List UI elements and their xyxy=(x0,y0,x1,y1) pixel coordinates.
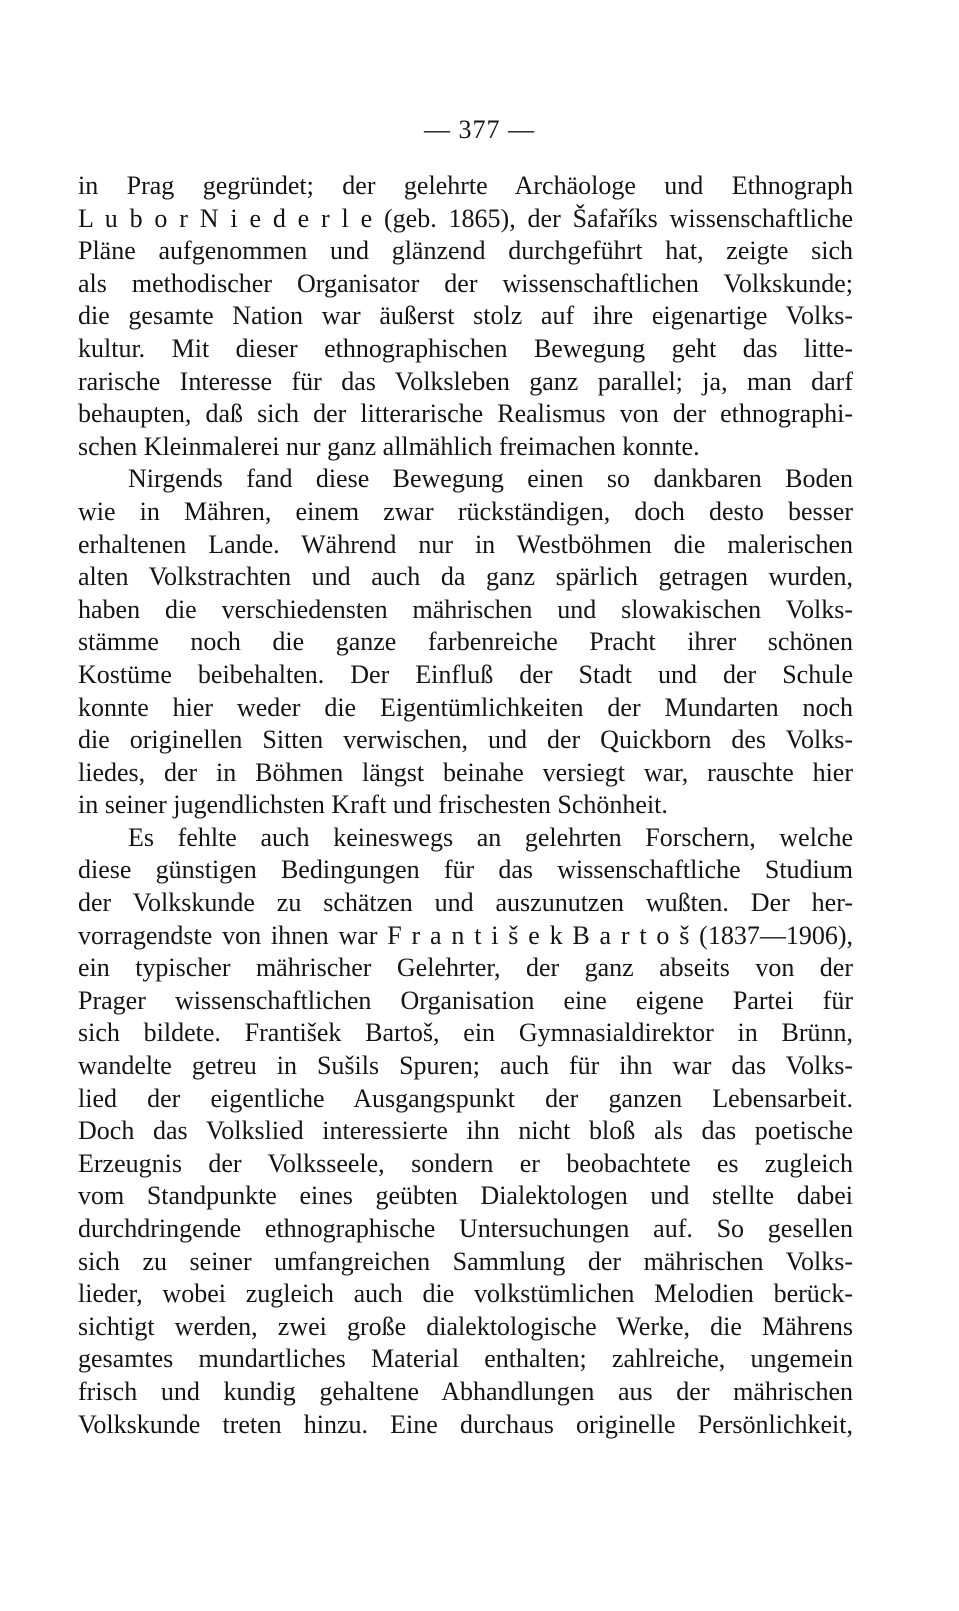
text-line: wandelte getreu in Sušils Spuren; auch für ihn war das Volks- xyxy=(78,1051,853,1081)
text-line: schen Kleinmalerei nur ganz allmählich freimachen konnte. xyxy=(78,431,700,461)
text-line: erhaltenen Lande. Während nur in Westböhmen die malerischen xyxy=(78,529,853,559)
text-line: in Prag gegründet; der gelehrte Archäologe und Ethnograph xyxy=(78,171,853,200)
text-line: in seiner jugendlichsten Kraft und frischesten Schönheit. xyxy=(78,790,668,820)
text-line: Kostüme beibehalten. Der Einfluß der Stadt und der Schule xyxy=(78,659,853,689)
text-line: vom Standpunkte eines geübten Dialektologen und stellte dabei xyxy=(78,1181,853,1211)
text-line: Nirgends fand diese Bewegung einen so dankbaren Boden xyxy=(128,464,853,494)
text-line: Prager wissenschaftlichen Organisation eine eigene Partei für xyxy=(78,985,853,1015)
text-line: vorragendste von ihnen war F r a n t i š e k B a r t o š (1837—1906), xyxy=(78,920,853,950)
text-line: Doch das Volkslied interessierte ihn nicht bloß als das poetische xyxy=(78,1116,853,1146)
text-line: sichtigt werden, zwei große dialektologische Werke, die Mährens xyxy=(78,1311,853,1341)
text-line: lieder, wobei zugleich auch die volkstümlichen Melodien berück- xyxy=(78,1279,853,1309)
text-line: kultur. Mit dieser ethnographischen Bewegung geht das litte- xyxy=(78,333,853,363)
text-line: wie in Mähren, einem zwar rückständigen, doch desto besser xyxy=(78,496,853,526)
text-line: stämme noch die ganze farbenreiche Pracht ihrer schönen xyxy=(78,627,853,657)
text-line: der Volkskunde zu schätzen und auszunutzen wußten. Der her- xyxy=(78,888,853,918)
text-line: behaupten, daß sich der litterarische Realismus von der ethnographi- xyxy=(78,399,853,429)
text-line: Erzeugnis der Volksseele, sondern er beobachtete es zugleich xyxy=(78,1148,853,1178)
text-line: lied der eigentliche Ausgangspunkt der ganzen Lebensarbeit. xyxy=(78,1083,853,1113)
body-text xyxy=(78,170,853,1441)
text-line: Volkskunde treten hinzu. Eine durchaus originelle Persönlichkeit, xyxy=(78,1409,853,1439)
text-line: Es fehlte auch keineswegs an gelehrten Forschern, welche xyxy=(128,822,853,852)
text-line: sich zu seiner umfangreichen Sammlung der mährischen Volks- xyxy=(78,1246,853,1276)
text-line: ein typischer mährischer Gelehrter, der ganz abseits von der xyxy=(78,953,853,983)
text-line: als methodischer Organisator der wissenschaftlichen Volkskunde; xyxy=(78,268,853,298)
text-line: frisch und kundig gehaltene Abhandlungen aus der mährischen xyxy=(78,1376,853,1406)
text-line: Pläne aufgenommen und glänzend durchgeführt hat, zeigte sich xyxy=(78,236,853,266)
text-line: die originellen Sitten verwischen, und der Quickborn des Volks- xyxy=(78,725,853,755)
text-line: rarische Interesse für das Volksleben ganz parallel; ja, man darf xyxy=(78,366,853,396)
text-line: sich bildete. František Bartoš, ein Gymnasialdirektor in Brünn, xyxy=(78,1018,853,1048)
text-line: durchdringende ethnographische Untersuchungen auf. So gesellen xyxy=(78,1214,853,1243)
page-number: — 377 — xyxy=(424,115,535,144)
text-line: haben die verschiedensten mährischen und slowakischen Volks- xyxy=(78,594,853,624)
text-line: liedes, der in Böhmen längst beinahe versiegt war, rauschte hier xyxy=(78,757,853,787)
text-line: diese günstigen Bedingungen für das wissenschaftliche Studium xyxy=(78,855,853,885)
text-line: L u b o r N i e d e r l e (geb. 1865), der Šafaříks wissenschaftliche xyxy=(78,203,853,233)
text-line: konnte hier weder die Eigentümlichkeiten der Mundarten noch xyxy=(78,692,853,722)
text-line: die gesamte Nation war äußerst stolz auf ihre eigenartige Volks- xyxy=(78,301,853,331)
text-line: gesamtes mundartliches Material enthalten; zahlreiche, ungemein xyxy=(78,1344,853,1374)
text-line: alten Volkstrachten und auch da ganz spärlich getragen wurden, xyxy=(78,562,853,592)
